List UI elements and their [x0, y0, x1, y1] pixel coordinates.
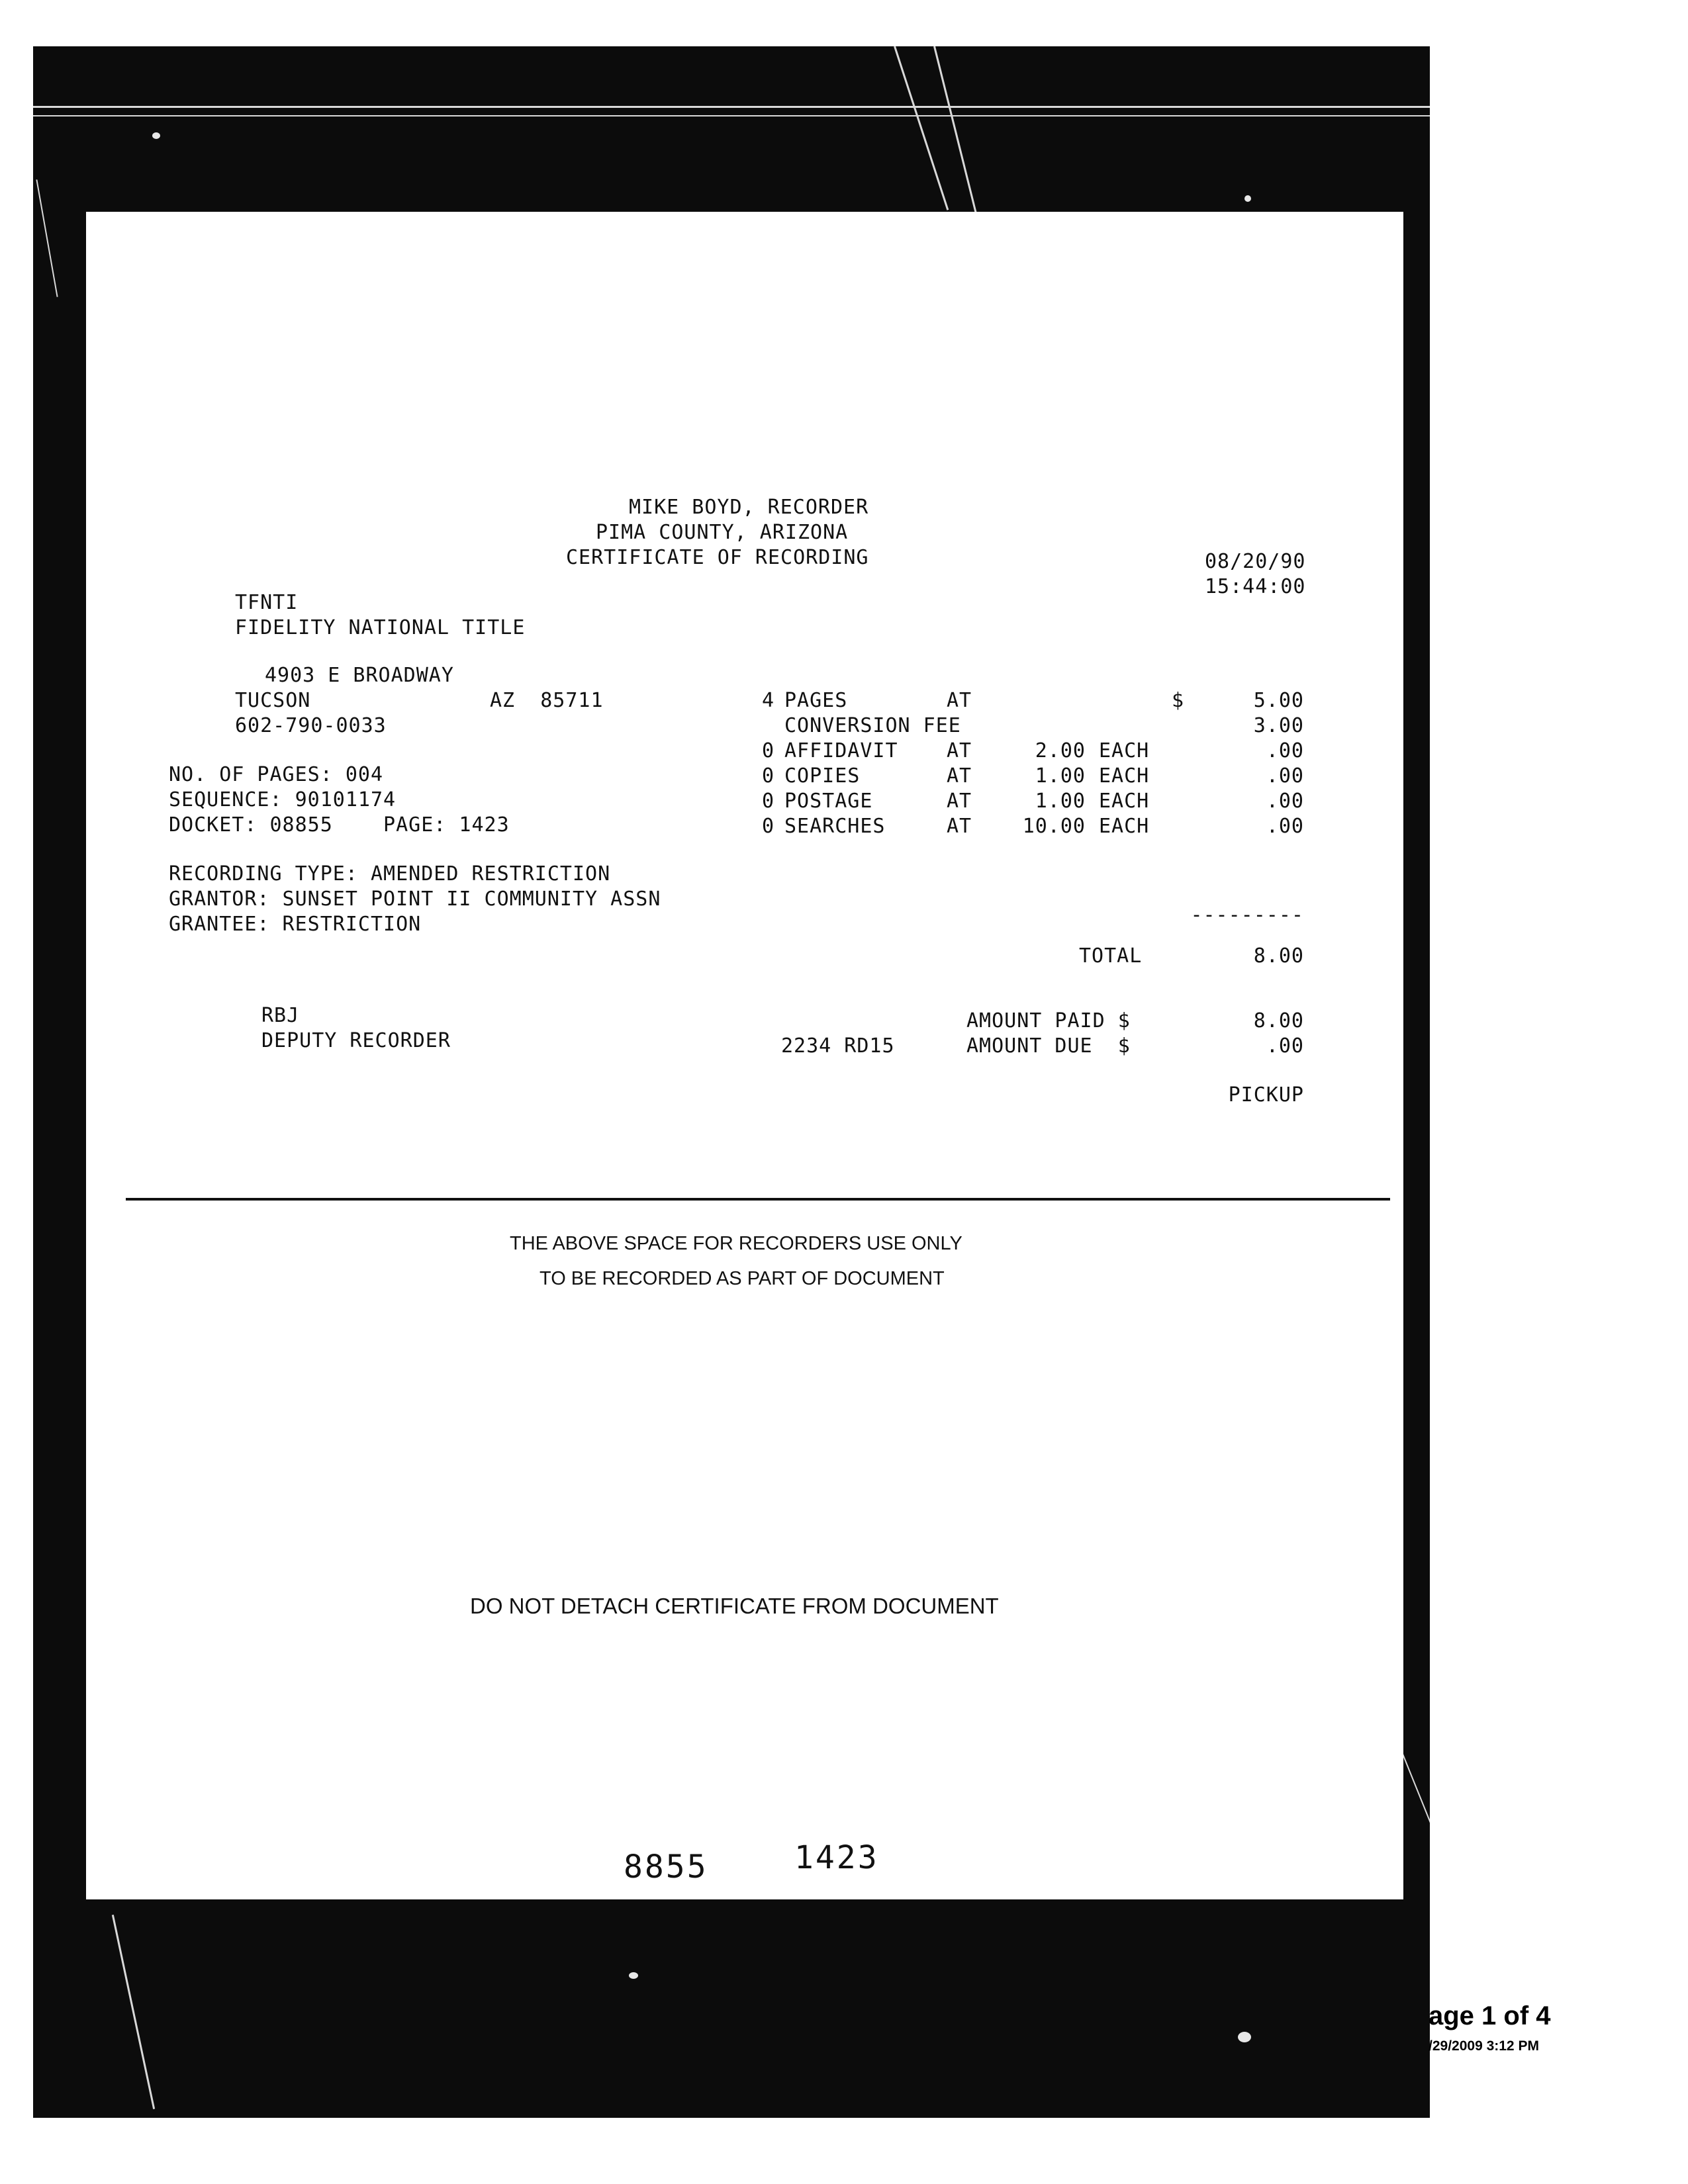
addressee-code: TFNTI — [235, 591, 299, 614]
fee-rate: 10.00 — [1022, 815, 1086, 838]
fee-amount: 5.00 — [1253, 689, 1304, 712]
scan-speck — [629, 1972, 638, 1979]
fee-item: SEARCHES — [784, 815, 886, 838]
scan-speck — [152, 132, 160, 139]
fee-item: COPIES — [784, 764, 861, 788]
fee-each: EACH — [1099, 739, 1150, 762]
pickup-label: PICKUP — [1228, 1083, 1304, 1107]
scan-scratch — [33, 106, 1430, 108]
fee-at: AT — [947, 739, 972, 762]
fee-amount: 3.00 — [1253, 714, 1304, 737]
stamp-docket: 8855 — [624, 1848, 708, 1886]
fee-amount: .00 — [1266, 790, 1304, 813]
county-name: PIMA COUNTY, ARIZONA — [596, 521, 849, 544]
deputy-title: DEPUTY RECORDER — [261, 1029, 451, 1052]
scan-scratch — [33, 115, 1430, 116]
fee-amount: .00 — [1266, 815, 1304, 838]
amount-due-value: .00 — [1266, 1034, 1304, 1058]
print-datetime: /29/2009 3:12 PM — [1429, 2038, 1539, 2054]
fee-item: POSTAGE — [784, 790, 873, 813]
recorder-use-notice: THE ABOVE SPACE FOR RECORDERS USE ONLY — [510, 1233, 962, 1254]
addressee-name: FIDELITY NATIONAL TITLE — [235, 616, 526, 639]
fee-rate: 1.00 — [1035, 764, 1086, 788]
fee-at: AT — [947, 764, 972, 788]
record-date: 08/20/90 — [1205, 550, 1306, 573]
fee-rate: 1.00 — [1035, 790, 1086, 813]
number-of-pages: NO. OF PAGES: 004 — [169, 763, 384, 786]
docket-page: DOCKET: 08855 PAGE: 1423 — [169, 813, 510, 837]
fee-each: EACH — [1099, 790, 1150, 813]
addressee-state-zip: AZ 85711 — [490, 689, 604, 712]
addressee-street: 4903 E BROADWAY — [265, 664, 454, 687]
sequence-number: SEQUENCE: 90101174 — [169, 788, 397, 811]
scanned-page — [33, 46, 1430, 2118]
amount-due-label: AMOUNT DUE $ — [966, 1034, 1131, 1058]
fee-rate: 2.00 — [1035, 739, 1086, 762]
total-dashes: --------- — [1190, 903, 1304, 927]
fee-at: AT — [947, 790, 972, 813]
recording-type: RECORDING TYPE: AMENDED RESTRICTION — [169, 862, 611, 886]
record-as-part-notice: TO BE RECORDED AS PART OF DOCUMENT — [539, 1268, 945, 1289]
total-value: 8.00 — [1253, 944, 1304, 968]
fee-at: AT — [947, 689, 972, 712]
recorder-name: MIKE BOYD, RECORDER — [629, 496, 869, 519]
fee-qty: 0 — [761, 790, 774, 813]
fee-qty: 0 — [761, 739, 774, 762]
certificate-title: CERTIFICATE OF RECORDING — [566, 546, 869, 569]
amount-paid-label: AMOUNT PAID $ — [966, 1009, 1131, 1032]
fee-item: PAGES — [784, 689, 848, 712]
stamp-page: 1423 — [794, 1839, 879, 1876]
scan-speck — [1238, 2032, 1251, 2042]
fee-at: AT — [947, 815, 972, 838]
fee-qty: 0 — [761, 764, 774, 788]
recorder-space-divider — [126, 1198, 1390, 1201]
page-count: age 1 of 4 — [1429, 2001, 1551, 2030]
fee-item: AFFIDAVIT — [784, 739, 898, 762]
fee-each: EACH — [1099, 764, 1150, 788]
deputy-initials: RBJ — [261, 1004, 300, 1027]
record-time: 15:44:00 — [1205, 575, 1306, 598]
fee-amount: .00 — [1266, 739, 1304, 762]
total-label: TOTAL — [1079, 944, 1143, 968]
fee-each: EACH — [1099, 815, 1150, 838]
fee-qty: 4 — [761, 689, 774, 712]
fee-dollar: $ — [1172, 689, 1185, 712]
grantee: GRANTEE: RESTRICTION — [169, 913, 422, 936]
addressee-city: TUCSON — [235, 689, 311, 712]
register-code: 2234 RD15 — [781, 1034, 895, 1058]
addressee-phone: 602-790-0033 — [235, 714, 387, 737]
grantor: GRANTOR: SUNSET POINT II COMMUNITY ASSN — [169, 887, 661, 911]
fee-item: CONVERSION FEE — [784, 714, 961, 737]
fee-amount: .00 — [1266, 764, 1304, 788]
fee-qty: 0 — [761, 815, 774, 838]
scan-speck — [1244, 195, 1251, 202]
certificate-sheet — [86, 212, 1403, 1899]
scan-scratch — [112, 1915, 155, 2109]
scan-scratch — [36, 179, 58, 297]
amount-paid-value: 8.00 — [1253, 1009, 1304, 1032]
do-not-detach-notice: DO NOT DETACH CERTIFICATE FROM DOCUMENT — [470, 1594, 999, 1618]
